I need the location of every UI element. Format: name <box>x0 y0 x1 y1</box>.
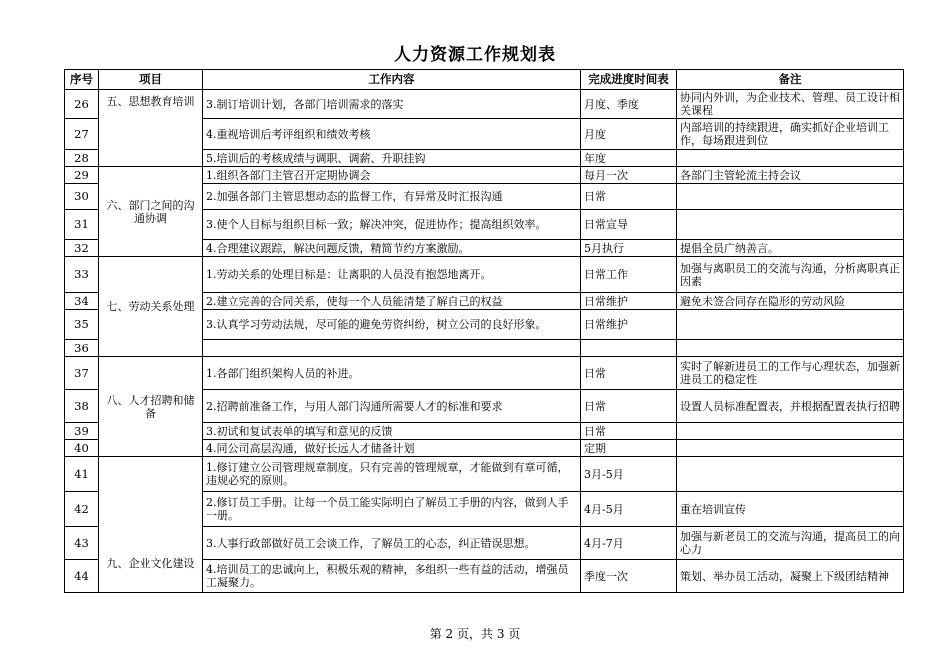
work-content: 1.组织各部门主管召开定期协调会 <box>203 167 581 184</box>
remarks-cell <box>677 457 904 492</box>
schedule-cell: 5月执行 <box>581 240 677 257</box>
remarks-cell: 加强与新老员工的交流与沟通，提高员工的向心力 <box>677 527 904 560</box>
remarks-cell <box>677 423 904 440</box>
row-number: 26 <box>65 90 99 119</box>
work-content <box>203 340 581 357</box>
schedule-cell: 日常 <box>581 184 677 210</box>
work-content: 1.各部门组织架构人员的补进。 <box>203 357 581 390</box>
row-number: 30 <box>65 184 99 210</box>
remarks-cell <box>677 150 904 167</box>
row-number: 36 <box>65 340 99 357</box>
work-content: 1.劳动关系的处理目标是：让离职的人员没有抱怨地离开。 <box>203 257 581 293</box>
remarks-cell: 各部门主管轮流主持会议 <box>677 167 904 184</box>
schedule-cell: 日常 <box>581 357 677 390</box>
category-cell: 六、部门之间的沟通协调 <box>99 167 203 257</box>
row-number: 29 <box>65 167 99 184</box>
schedule-cell: 日常维护 <box>581 293 677 310</box>
row-number: 44 <box>65 560 99 593</box>
table-row <box>65 90 904 119</box>
header-remarks: 备注 <box>677 70 904 90</box>
work-content: 2.建立完善的合同关系，使每一个人员能清楚了解自己的权益 <box>203 293 581 310</box>
header-serial: 序号 <box>65 70 99 90</box>
work-content: 2.修订员工手册。让每一个员工能实际明白了解员工手册的内容，做到人手一册。 <box>203 492 581 527</box>
page-number-footer: 第 2 页，共 3 页 <box>429 627 521 641</box>
work-content: 1.修订建立公司管理规章制度。只有完善的管理规章，才能做到有章可循，违规必究的原则。 <box>203 457 581 492</box>
work-content: 4.重视培训后考评组织和绩效考核 <box>203 119 581 150</box>
work-content: 3.人事行政部做好员工会谈工作，了解员工的心态，纠正错误思想。 <box>203 527 581 560</box>
row-number: 34 <box>65 293 99 310</box>
remarks-cell <box>677 210 904 240</box>
table-row <box>65 457 904 492</box>
table-header-row <box>65 70 904 90</box>
schedule-cell: 月度、季度 <box>581 90 677 119</box>
schedule-cell: 3月-5月 <box>581 457 677 492</box>
remarks-cell: 内部培训的持续跟进，确实抓好企业培训工作，每场跟进到位 <box>677 119 904 150</box>
row-number: 31 <box>65 210 99 240</box>
schedule-cell: 日常工作 <box>581 257 677 293</box>
row-number: 28 <box>65 150 99 167</box>
row-number: 33 <box>65 257 99 293</box>
page-title: 人力资源工作规划表 <box>394 45 556 65</box>
category-cell: 九、企业文化建设 <box>99 457 203 593</box>
schedule-cell: 每月一次 <box>581 167 677 184</box>
work-content: 4.合理建议跟踪，解决问题反馈，精简节约方案激励。 <box>203 240 581 257</box>
remarks-cell: 加强与离职员工的交流与沟通，分析离职真正因素 <box>677 257 904 293</box>
schedule-cell: 日常 <box>581 423 677 440</box>
remarks-cell: 避免未签合同存在隐形的劳动风险 <box>677 293 904 310</box>
row-number: 37 <box>65 357 99 390</box>
remarks-cell: 设置人员标准配置表，并根据配置表执行招聘 <box>677 390 904 423</box>
row-number: 41 <box>65 457 99 492</box>
work-content: 5.培训后的考核成绩与调职、调薪、升职挂钩 <box>203 150 581 167</box>
remarks-cell <box>677 440 904 457</box>
row-number: 43 <box>65 527 99 560</box>
remarks-cell <box>677 184 904 210</box>
work-content: 3.认真学习劳动法规，尽可能的避免劳资纠纷，树立公司的良好形象。 <box>203 310 581 340</box>
remarks-cell: 重在培训宣传 <box>677 492 904 527</box>
remarks-cell: 提倡全员广纳善言。 <box>677 240 904 257</box>
schedule-cell: 日常 <box>581 390 677 423</box>
remarks-cell: 协同内外训，为企业技术、管理、员工设计相关课程 <box>677 90 904 119</box>
remarks-cell: 实时了解新进员工的工作与心理状态，加强新进员工的稳定性 <box>677 357 904 390</box>
header-schedule: 完成进度时间表 <box>581 70 677 90</box>
schedule-cell: 日常宣导 <box>581 210 677 240</box>
work-content: 2.招聘前准备工作，与用人部门沟通所需要人才的标准和要求 <box>203 390 581 423</box>
schedule-cell: 定期 <box>581 440 677 457</box>
schedule-cell: 4月-7月 <box>581 527 677 560</box>
category-cell: 七、劳动关系处理 <box>99 257 203 357</box>
row-number: 32 <box>65 240 99 257</box>
row-number: 40 <box>65 440 99 457</box>
schedule-cell: 日常维护 <box>581 310 677 340</box>
table-row <box>65 357 904 390</box>
schedule-cell: 季度一次 <box>581 560 677 593</box>
table-row <box>65 167 904 184</box>
row-number: 42 <box>65 492 99 527</box>
hr-plan-table <box>64 69 904 593</box>
header-content: 工作内容 <box>203 70 581 90</box>
schedule-cell <box>581 340 677 357</box>
work-content: 3.初试和复试表单的填写和意见的反馈 <box>203 423 581 440</box>
table-row <box>65 257 904 293</box>
row-number: 39 <box>65 423 99 440</box>
row-number: 27 <box>65 119 99 150</box>
schedule-cell: 4月-5月 <box>581 492 677 527</box>
work-content: 4.同公司高层沟通，做好长远人才储备计划 <box>203 440 581 457</box>
remarks-cell: 策划、举办员工活动，凝聚上下级团结精神 <box>677 560 904 593</box>
work-content: 3.使个人目标与组织目标一致；解决冲突，促进协作；提高组织效率。 <box>203 210 581 240</box>
schedule-cell: 年度 <box>581 150 677 167</box>
work-content: 2.加强各部门主管思想动态的监督工作，有异常及时汇报沟通 <box>203 184 581 210</box>
remarks-cell <box>677 340 904 357</box>
work-content: 3.制订培训计划，各部门培训需求的落实 <box>203 90 581 119</box>
category-cell: 五、思想教育培训 <box>99 90 203 167</box>
schedule-cell: 月度 <box>581 119 677 150</box>
row-number: 35 <box>65 310 99 340</box>
row-number: 38 <box>65 390 99 423</box>
work-content: 4.培训员工的忠诚向上，积极乐观的精神，多组织一些有益的活动，增强员工凝聚力。 <box>203 560 581 593</box>
remarks-cell <box>677 310 904 340</box>
header-project: 项目 <box>99 70 203 90</box>
category-cell: 八、人才招聘和储备 <box>99 357 203 457</box>
